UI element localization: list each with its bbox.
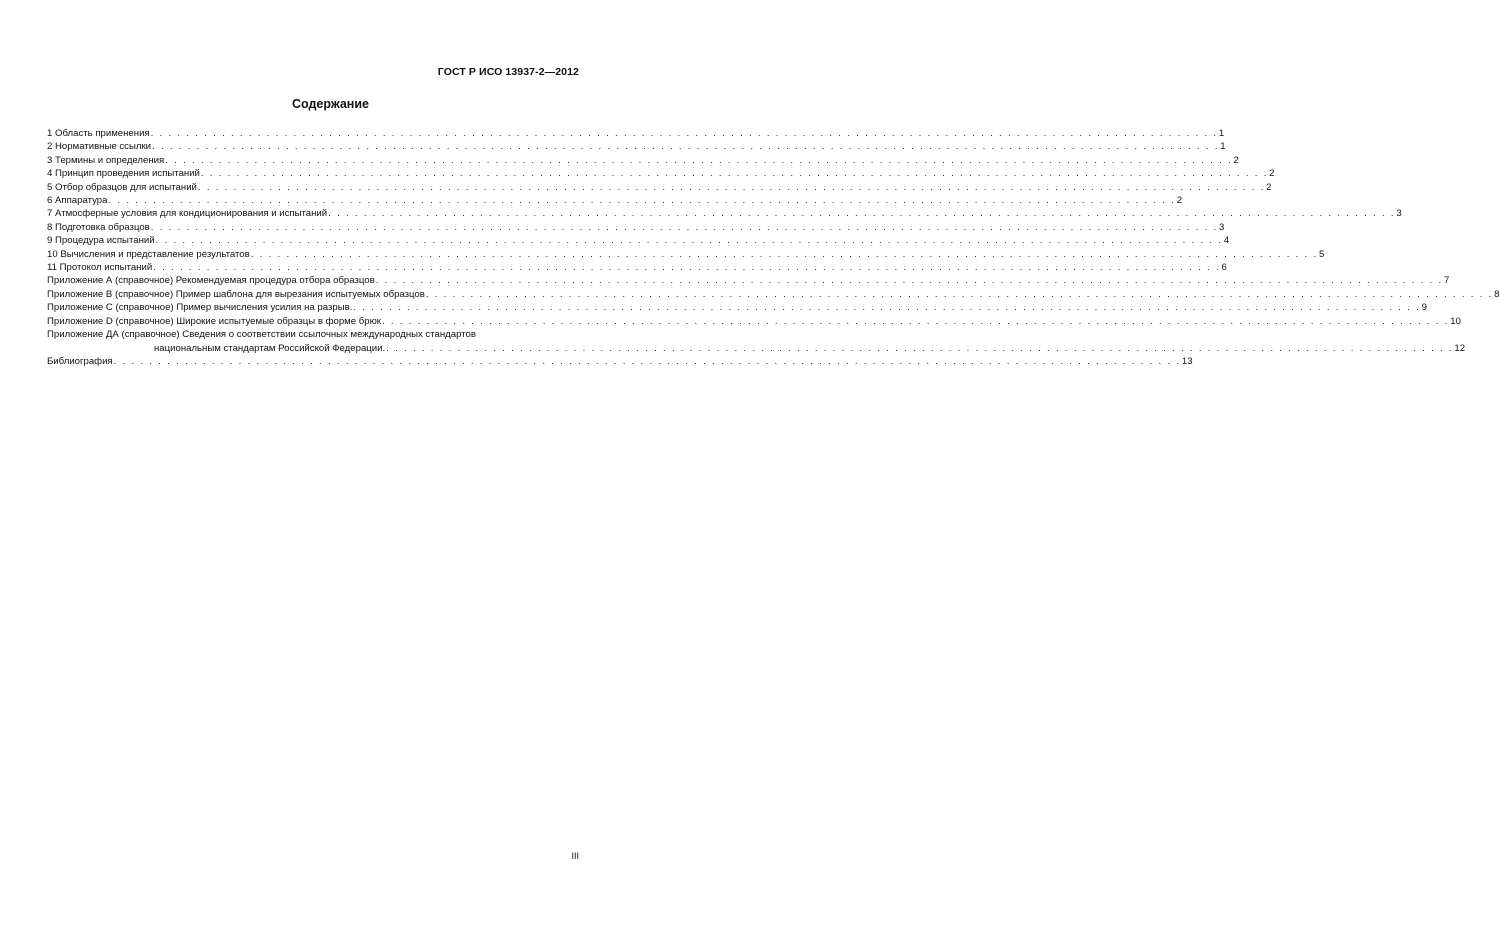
- toc-leader: . . . . . . . . . . . . . . . . . . . . . . . . . . . . . . . . . . . . . . . . . . . . . . . . . . . . . . . . . . . . . . . . . . . . . . . . . . . . . . . . . . . . . . . . . . . . . . . . . . . . . . . . . . . . . . . . . . . . . . . .: [150, 221, 1219, 233]
- toc-page-number: 5: [1318, 248, 1325, 260]
- page-title: Содержание: [291, 97, 369, 111]
- toc-leader: . . . . . . . . . . . . . . . . . . . . . . . . . . . . . . . . . . . . . . . . . . . . . . . . . . . . . . . . . . . . . . . . . . . . . . . . . . . . . . . . . . . . . . . . . . . . . . . . . . . . . . . . . . . . . . . . . . . . . . . .: [197, 181, 1266, 193]
- toc-entry-appendix-da[interactable]: [47, 328, 582, 341]
- toc-label: Приложение ДА (справочное) Сведения о соответствии ссылочных международных стандартов: [47, 329, 476, 341]
- toc-page-number: 13: [1181, 355, 1193, 367]
- toc-leader: . . . . . . . . . . . . . . . . . . . . . . . . . . . . . . . . . . . . . . . . . . . . . . . . . . . . . . . . . . . . . . . . . . . . . . . . . . . . . . . . . . . . . . . . . . . . . . . . . . . . . . . . . . . . . . . . . . . . . . . .: [328, 208, 1396, 220]
- toc-page-number: 1: [1218, 128, 1225, 139]
- toc-entry-5[interactable]: [47, 181, 1272, 194]
- toc-page-number: 1: [1220, 141, 1226, 153]
- toc-page-number: 2: [1233, 154, 1239, 166]
- toc-page-number: 2: [1176, 195, 1183, 207]
- toc-leader: . . . . . . . . . . . . . . . . . . . . . . . . . . . . . . . . . . . . . . . . . . . . . . . . . . . . . . . . . . . . . . . . . . . . . . . . . . . . . . . . . . . . . . . . . . . . . . . . . . . . . . . . . . . . . . . . . . . . . . . .: [150, 128, 1218, 139]
- toc-entry-9[interactable]: [47, 234, 1230, 247]
- document-header: ГОСТ Р ИСО 13937-2—2012: [437, 66, 579, 78]
- toc-entry-1[interactable]: [47, 127, 1225, 140]
- table-of-contents: [47, 127, 1499, 368]
- toc-label: Библиография: [47, 355, 113, 367]
- page-number: III: [571, 851, 579, 861]
- toc-label: Приложение В (справочное) Пример шаблона для вырезания испытуемых образцов: [47, 288, 425, 300]
- toc-entry-10[interactable]: [47, 248, 1325, 261]
- toc-leader: . . . . . . . . . . . . . . . . . . . . . . . . . . . . . . . . . . . . . . . . . . . . . . . . . . . . . . . . . . . . . . . . . . . . . . . . . . . . . . . . . . . . . . . . . . . . . . . . . . . . . . . . . . . . . . . . . . . . . . . .: [165, 154, 1233, 166]
- toc-label: 2 Нормативные ссылки: [47, 141, 152, 153]
- toc-label: 11 Протокол испытаний: [47, 262, 153, 274]
- toc-leader: . . . . . . . . . . . . . . . . . . . . . . . . . . . . . . . . . . . . . . . . . . . . . . . . . . . . . . . . . . . . . . . . . . . . . . . . . . . . . . . . . . . . . . . . . . . . . . . . . . . . . . . . . . . . . . . . . . . . . . . .: [200, 168, 1269, 180]
- toc-label: 5 Отбор образцов для испытаний: [47, 181, 197, 193]
- toc-leader: . . . . . . . . . . . . . . . . . . . . . . . . . . . . . . . . . . . . . . . . . . . . . . . . . . . . . . . . . . . . . . . . . . . . . . . . . . . . . . . . . . . . . . . . . . . . . . . . . . . . . . . . . . . . . . . . . . . . . . . .: [386, 342, 1454, 354]
- toc-entry-appendix-c[interactable]: [47, 301, 1427, 314]
- toc-page-number: 6: [1221, 262, 1227, 274]
- toc-page-number: 8: [1494, 288, 1499, 300]
- toc-label: 9 Процедура испытаний: [47, 235, 155, 247]
- toc-leader: . . . . . . . . . . . . . . . . . . . . . . . . . . . . . . . . . . . . . . . . . . . . . . . . . . . . . . . . . . . . . . . . . . . . . . . . . . . . . . . . . . . . . . . . . . . . . . . . . . . . . . . . . . . . . . . . . . . . . . . .: [425, 288, 1494, 300]
- toc-entry-bibliography[interactable]: [47, 355, 1193, 368]
- toc-entry-3[interactable]: [47, 154, 1239, 167]
- toc-leader: . . . . . . . . . . . . . . . . . . . . . . . . . . . . . . . . . . . . . . . . . . . . . . . . . . . . . . . . . . . . . . . . . . . . . . . . . . . . . . . . . . . . . . . . . . . . . . . . . . . . . . . . . . . . . . . . . . . . . . . .: [153, 262, 1221, 274]
- toc-leader: . . . . . . . . . . . . . . . . . . . . . . . . . . . . . . . . . . . . . . . . . . . . . . . . . . . . . . . . . . . . . . . . . . . . . . . . . . . . . . . . . . . . . . . . . . . . . . . . . . . . . . . . . . . . . . . . . . . . . . . .: [155, 235, 1223, 247]
- toc-label: 3 Термины и определения: [47, 154, 165, 166]
- toc-entry-6[interactable]: [47, 194, 1183, 207]
- toc-page-number: 3: [1219, 221, 1225, 233]
- toc-leader: . . . . . . . . . . . . . . . . . . . . . . . . . . . . . . . . . . . . . . . . . . . . . . . . . . . . . . . . . . . . . . . . . . . . . . . . . . . . . . . . . . . . . . . . . . . . . . . . . . . . . . . . . . . . . . . . . . . . . . . .: [381, 315, 1450, 327]
- toc-entry-appendix-b[interactable]: [47, 288, 1499, 301]
- toc-page-number: 4: [1223, 235, 1230, 247]
- toc-leader: . . . . . . . . . . . . . . . . . . . . . . . . . . . . . . . . . . . . . . . . . . . . . . . . . . . . . . . . . . . . . . . . . . . . . . . . . . . . . . . . . . . . . . . . . . . . . . . . . . . . . . . . . . . . . . . . . . . . . . . .: [375, 275, 1443, 287]
- toc-entry-appendix-da-continuation[interactable]: [47, 342, 1466, 355]
- toc-label: 8 Подготовка образцов: [47, 221, 150, 233]
- toc-entry-7[interactable]: [47, 207, 1402, 220]
- toc-label: 1 Область применения: [47, 128, 150, 139]
- toc-label-continuation: национальным стандартам Российской Федерации.: [154, 342, 386, 354]
- toc-leader: . . . . . . . . . . . . . . . . . . . . . . . . . . . . . . . . . . . . . . . . . . . . . . . . . . . . . . . . . . . . . . . . . . . . . . . . . . . . . . . . . . . . . . . . . . . . . . . . . . . . . . . . . . . . . . . . . . . . . . . .: [152, 141, 1220, 153]
- toc-entry-appendix-d[interactable]: [47, 315, 1461, 328]
- toc-label: Приложение D (справочное) Широкие испытуемые образцы в форме брюк: [47, 315, 381, 327]
- toc-entry-11[interactable]: [47, 261, 1227, 274]
- toc-label: 7 Атмосферные условия для кондиционирования и испытаний: [47, 208, 328, 220]
- toc-page-number: 2: [1269, 168, 1275, 180]
- toc-label: 4 Принцип проведения испытаний: [47, 168, 200, 180]
- toc-label: Приложение С (справочное) Пример вычисления усилия на разрыв.: [47, 302, 353, 314]
- toc-label: 6 Аппаратура: [47, 195, 108, 207]
- toc-leader: . . . . . . . . . . . . . . . . . . . . . . . . . . . . . . . . . . . . . . . . . . . . . . . . . . . . . . . . . . . . . . . . . . . . . . . . . . . . . . . . . . . . . . . . . . . . . . . . . . . . . . . . . . . . . . . . . . . . . . . .: [113, 355, 1181, 367]
- toc-leader: . . . . . . . . . . . . . . . . . . . . . . . . . . . . . . . . . . . . . . . . . . . . . . . . . . . . . . . . . . . . . . . . . . . . . . . . . . . . . . . . . . . . . . . . . . . . . . . . . . . . . . . . . . . . . . . . . . . . . . . .: [250, 248, 1318, 260]
- toc-label: 10 Вычисления и представление результатов: [47, 248, 250, 260]
- toc-leader: . . . . . . . . . . . . . . . . . . . . . . . . . . . . . . . . . . . . . . . . . . . . . . . . . . . . . . . . . . . . . . . . . . . . . . . . . . . . . . . . . . . . . . . . . . . . . . . . . . . . . . . . . . . . . . . . . . . . . . . .: [108, 195, 1176, 207]
- toc-page-number: 10: [1450, 315, 1461, 327]
- toc-page-number: 12: [1454, 342, 1466, 354]
- toc-entry-8[interactable]: [47, 221, 1225, 234]
- toc-page-number: 2: [1266, 181, 1272, 193]
- toc-entry-4[interactable]: [47, 167, 1275, 180]
- toc-entry-appendix-a[interactable]: [47, 274, 1450, 287]
- toc-page-number: 9: [1421, 302, 1427, 314]
- toc-entry-2[interactable]: [47, 140, 1226, 153]
- toc-page-number: 7: [1443, 275, 1450, 287]
- toc-page-number: 3: [1396, 208, 1402, 220]
- toc-label: Приложение А (справочное) Рекомендуемая процедура отбора образцов: [47, 275, 375, 287]
- toc-leader: . . . . . . . . . . . . . . . . . . . . . . . . . . . . . . . . . . . . . . . . . . . . . . . . . . . . . . . . . . . . . . . . . . . . . . . . . . . . . . . . . . . . . . . . . . . . . . . . . . . . . . . . . . . . . . . . . . . . . . . .: [353, 302, 1421, 314]
